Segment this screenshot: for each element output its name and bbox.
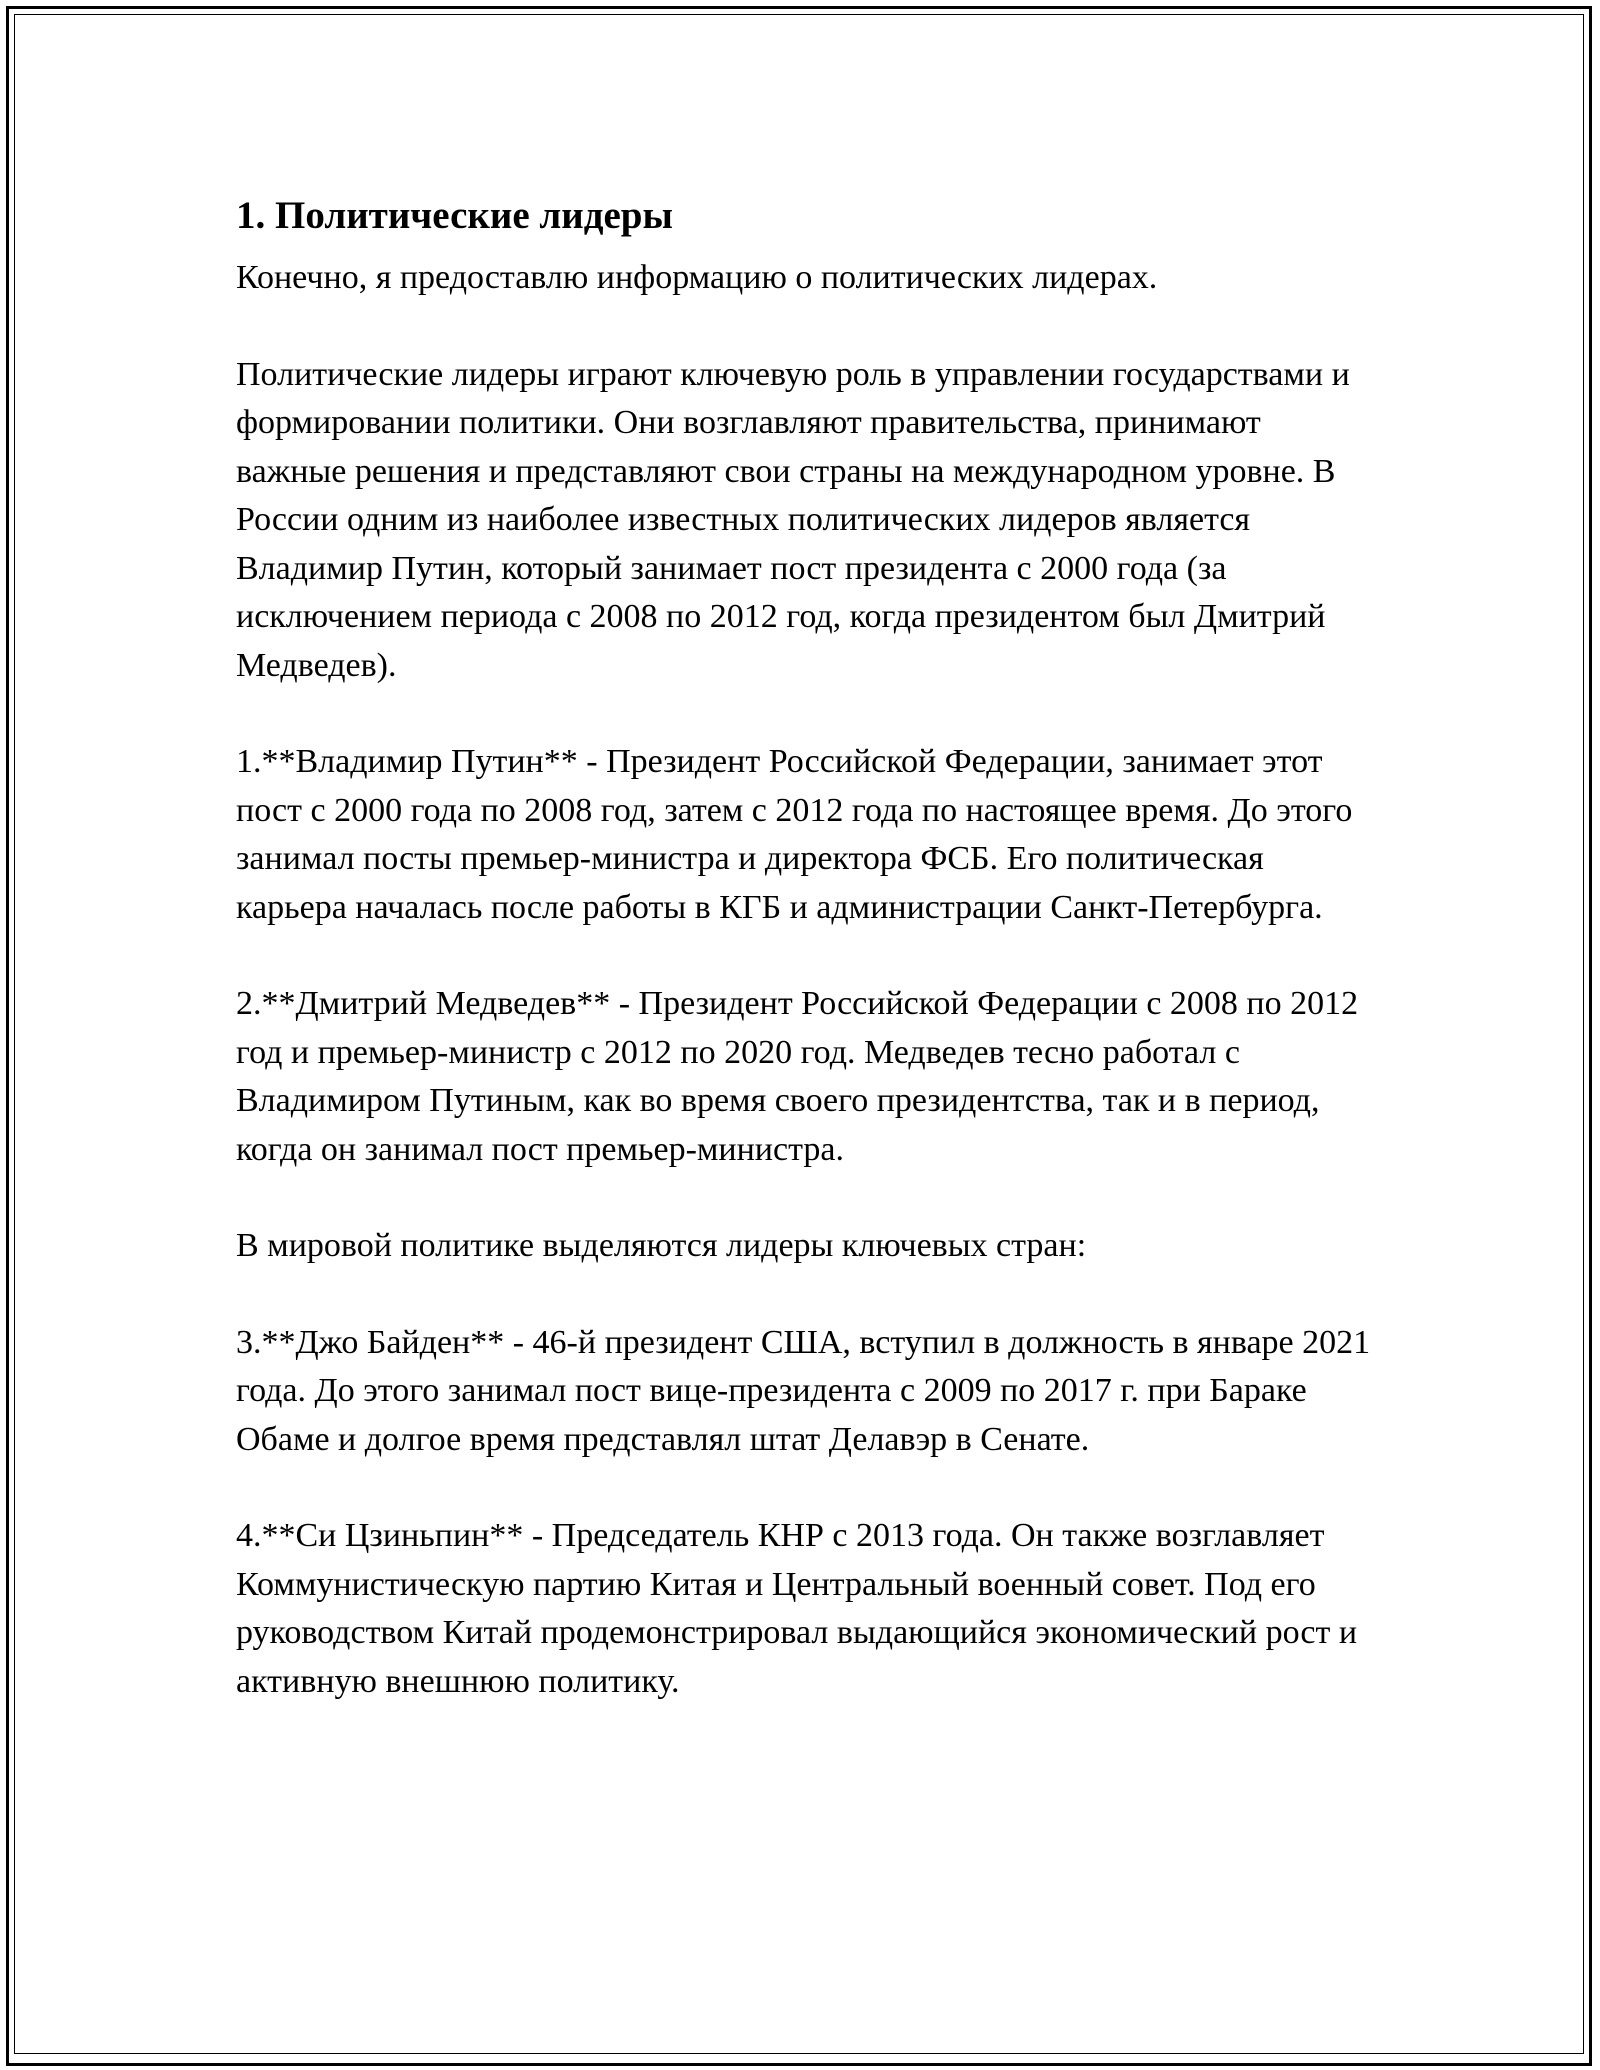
world-leaders-intro: В мировой политике выделяются лидеры ключевых стран: bbox=[236, 1227, 1087, 1264]
leader-item-medvedev: 2.**Дмитрий Медведев** - Президент Российской Федерации с 2008 по 2012 год и премьер-министр с 2012 по 2020 год. Медведев тесно работал с Владимиром Путиным, как во время своего президентства, так и в период, когда он занимал пост премьер-министра. bbox=[236, 985, 1359, 1168]
section-heading: 1. Политические лидеры bbox=[236, 194, 673, 237]
overview-paragraph: Политические лидеры играют ключевую роль в управлении государствами и формировании политики. Они возглавляют правительства, принимают важные решения и представляют свои страны на международном уровне. В России одним из наиболее известных политических лидеров является Владимир Путин, который занимает пост президента с 2000 года (за исключением периода с 2008 по 2012 год, когда президентом был Дмитрий Медведев). bbox=[236, 355, 1350, 684]
leader-item-putin: 1.**Владимир Путин** - Президент Российской Федерации, занимает этот пост с 2000 года по 2008 год, затем с 2012 года по настоящее время. До этого занимал посты премьер-министра и директора ФСБ. Его политическая карьера началась после работы в КГБ и администрации Санкт-Петербурга. bbox=[236, 743, 1353, 926]
intro-paragraph: Конечно, я предоставлю информацию о политических лидерах. bbox=[236, 259, 1158, 296]
leader-item-biden: 3.**Джо Байден** - 46-й президент США, вступил в должность в январе 2021 года. До этого занимал пост вице-президента с 2009 по 2017 г. при Бараке Обаме и долгое время представлял штат Делавэр в Сенате. bbox=[236, 1323, 1371, 1458]
leader-item-xi: 4.**Си Цзиньпин** - Председатель КНР с 2013 года. Он также возглавляет Коммунистическую партию Китая и Центральный военный совет. Под его руководством Китай продемонстрировал выдающийся экономический рост и активную внешнюю политику. bbox=[236, 1517, 1358, 1700]
document-body bbox=[236, 188, 1376, 1706]
